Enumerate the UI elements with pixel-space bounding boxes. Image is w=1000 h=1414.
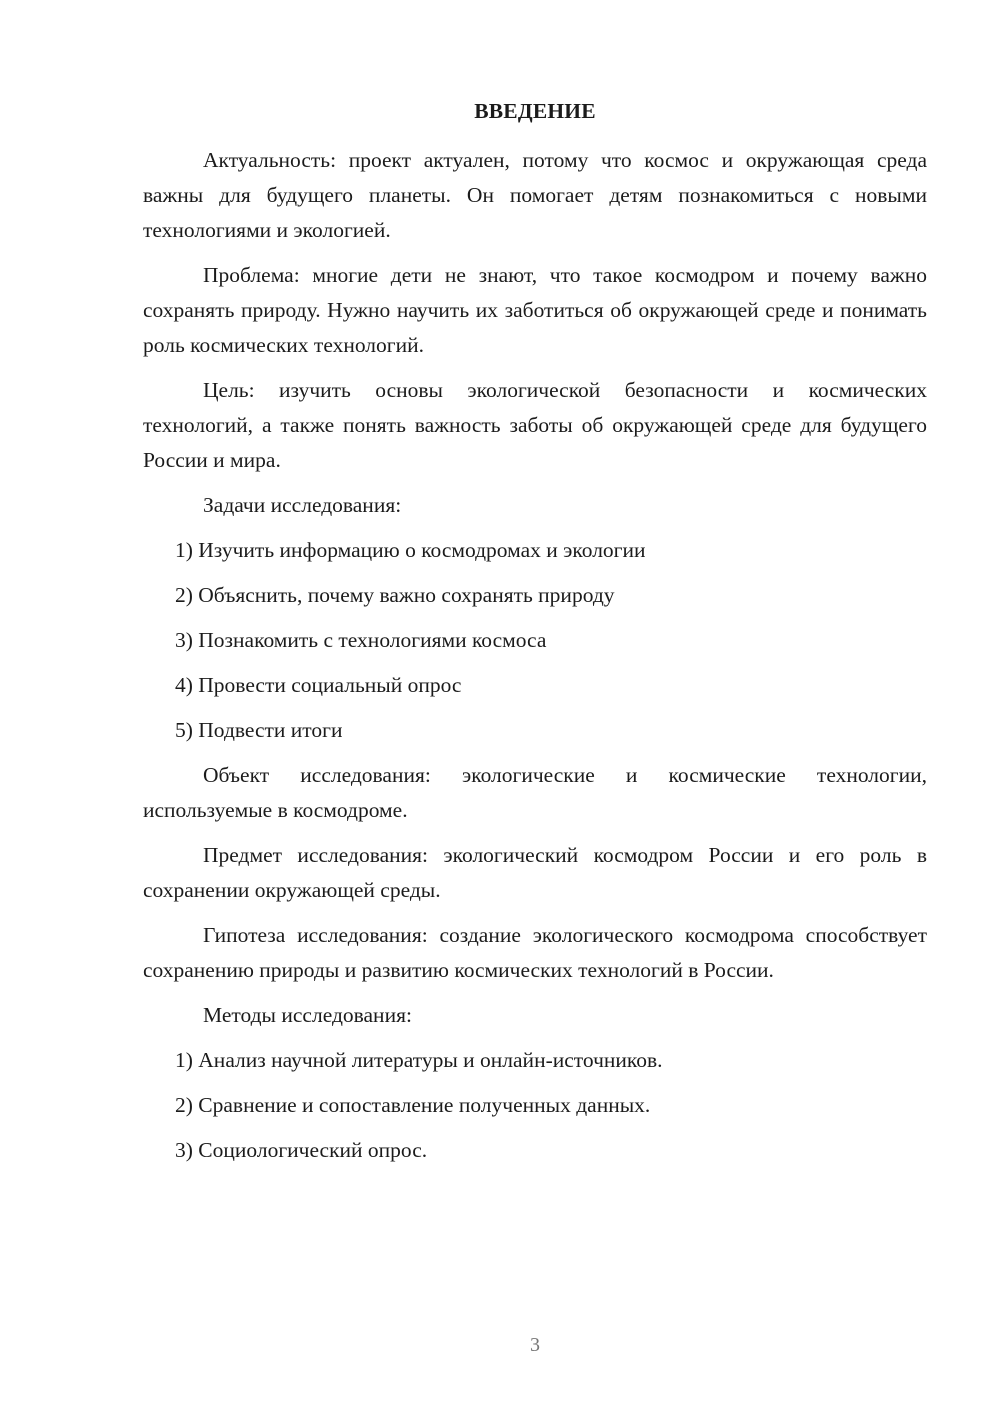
task-item: 2) Объяснить, почему важно сохранять природу: [175, 583, 615, 607]
object-paragraph: Объект исследования: экологические и космические технологии, используемые в космодроме.: [143, 763, 927, 822]
task-item: 4) Провести социальный опрос: [175, 673, 462, 697]
section-title: ВВЕДЕНИЕ: [474, 99, 596, 123]
task-item: 1) Изучить информацию о космодромах и экологии: [175, 538, 646, 562]
methods-heading: Методы исследования:: [203, 1003, 412, 1027]
methods-list: [143, 1043, 927, 1168]
goal-paragraph: Цель: изучить основы экологической безопасности и космических технологий, а также понять важность заботы об окружающей среде для будущего России и мира.: [143, 378, 927, 472]
page-content: [143, 97, 927, 1178]
task-item: 3) Познакомить с технологиями космоса: [175, 628, 547, 652]
relevance-paragraph: Актуальность: проект актуален, потому что космос и окружающая среда важны для будущего планеты. Он помогает детям познакомиться с новыми технологиями и экологией.: [143, 148, 927, 242]
method-item: 2) Сравнение и сопоставление полученных данных.: [175, 1093, 651, 1117]
tasks-list: [143, 533, 927, 748]
hypothesis-paragraph: Гипотеза исследования: создание экологического космодрома способствует сохранению природы и развитию космических технологий в России.: [143, 923, 927, 982]
method-item: 1) Анализ научной литературы и онлайн-источников.: [175, 1048, 663, 1072]
subject-paragraph: Предмет исследования: экологический космодром России и его роль в сохранении окружающей среды.: [143, 843, 927, 902]
method-item: 3) Социологический опрос.: [175, 1138, 428, 1162]
task-item: 5) Подвести итоги: [175, 718, 343, 742]
problem-paragraph: Проблема: многие дети не знают, что такое космодром и почему важно сохранять природу. Нужно научить их заботиться об окружающей среде и понимать роль космических технологий.: [143, 263, 927, 357]
page-number: 3: [530, 1334, 540, 1356]
tasks-heading: Задачи исследования:: [203, 493, 402, 517]
